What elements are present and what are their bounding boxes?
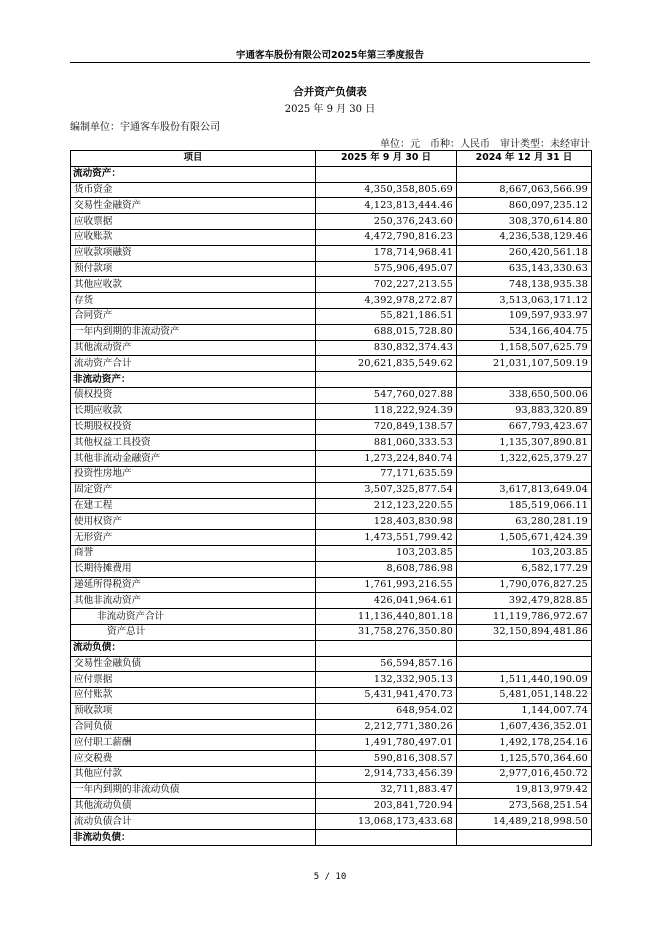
table-row xyxy=(71,703,592,719)
table-row xyxy=(71,277,592,293)
table-row xyxy=(71,561,592,577)
row-label: 长期应收款 xyxy=(71,403,316,419)
table-row xyxy=(71,719,592,735)
row-label: 应付账款 xyxy=(71,688,316,704)
table-row xyxy=(71,482,592,498)
value-prior: 103,203.85 xyxy=(457,545,592,561)
row-label: 应付票据 xyxy=(71,672,316,688)
value-prior xyxy=(457,466,592,482)
value-current: 575,906,495.07 xyxy=(316,261,457,277)
table-row xyxy=(71,403,592,419)
value-prior: 63,280,281.19 xyxy=(457,514,592,530)
value-current: 830,832,374.43 xyxy=(316,340,457,356)
preparing-entity: 编制单位：宇通客车股份有限公司 xyxy=(70,122,220,133)
value-prior xyxy=(457,830,592,846)
value-current: 77,171,635.59 xyxy=(316,466,457,482)
table-row xyxy=(71,182,592,198)
row-label: 流动负债合计 xyxy=(71,814,316,830)
table-row xyxy=(71,340,592,356)
value-prior: 109,597,933.97 xyxy=(457,308,592,324)
value-prior: 185,519,066.11 xyxy=(457,498,592,514)
value-prior xyxy=(457,166,592,182)
value-current: 250,376,243.60 xyxy=(316,214,457,230)
row-label: 其他应收款 xyxy=(71,277,316,293)
row-label: 预付款项 xyxy=(71,261,316,277)
value-current: 3,507,325,877.54 xyxy=(316,482,457,498)
table-row xyxy=(71,514,592,530)
row-label: 一年内到期的非流动负债 xyxy=(71,782,316,798)
value-prior: 260,420,561.18 xyxy=(457,245,592,261)
row-label: 投资性房地产 xyxy=(71,466,316,482)
value-current: 132,332,905.13 xyxy=(316,672,457,688)
table-row xyxy=(71,672,592,688)
value-current: 2,914,733,456.39 xyxy=(316,767,457,783)
row-label: 资产总计 xyxy=(71,624,316,640)
statement-date: 2025 年 9 月 30 日 xyxy=(284,104,376,115)
value-current: 8,608,786.98 xyxy=(316,561,457,577)
row-label: 债权投资 xyxy=(71,387,316,403)
table-row xyxy=(71,814,592,830)
currency-label: 币种：人民币 xyxy=(430,139,490,150)
table-row xyxy=(71,656,592,672)
value-current xyxy=(316,640,457,656)
table-row xyxy=(71,356,592,372)
value-prior xyxy=(457,372,592,388)
value-current: 128,403,830.98 xyxy=(316,514,457,530)
row-label: 应交税费 xyxy=(71,751,316,767)
value-current: 13,068,173,433.68 xyxy=(316,814,457,830)
value-current xyxy=(316,372,457,388)
table-row xyxy=(71,435,592,451)
value-current: 103,203.85 xyxy=(316,545,457,561)
value-current: 11,136,440,801.18 xyxy=(316,609,457,625)
table-row xyxy=(71,624,592,640)
value-prior: 338,650,500.06 xyxy=(457,387,592,403)
row-label: 其他流动负债 xyxy=(71,798,316,814)
row-label: 其他非流动资产 xyxy=(71,593,316,609)
table-row xyxy=(71,609,592,625)
table-row xyxy=(71,261,592,277)
table-row xyxy=(71,387,592,403)
value-current: 203,841,720.94 xyxy=(316,798,457,814)
page-header: 宇通客车股份有限公司2025年第三季度报告 xyxy=(236,50,424,61)
value-prior: 1,790,076,827.25 xyxy=(457,577,592,593)
row-label: 流动资产： xyxy=(71,166,316,182)
unit-label: 单位：元 xyxy=(380,139,420,150)
value-prior: 21,031,107,509.19 xyxy=(457,356,592,372)
header-divider xyxy=(70,62,590,63)
table-row xyxy=(71,324,592,340)
table-row xyxy=(71,451,592,467)
table-row xyxy=(71,545,592,561)
table-row xyxy=(71,229,592,245)
row-label: 其他非流动金融资产 xyxy=(71,451,316,467)
table-row xyxy=(71,751,592,767)
row-label: 使用权资产 xyxy=(71,514,316,530)
row-label: 交易性金融负债 xyxy=(71,656,316,672)
value-current: 881,060,333.53 xyxy=(316,435,457,451)
value-current: 56,594,857.16 xyxy=(316,656,457,672)
value-current: 702,227,213.55 xyxy=(316,277,457,293)
value-current xyxy=(316,830,457,846)
table-row xyxy=(71,198,592,214)
value-current: 1,761,993,216.55 xyxy=(316,577,457,593)
table-row xyxy=(71,767,592,783)
row-label: 固定资产 xyxy=(71,482,316,498)
row-label: 商誉 xyxy=(71,545,316,561)
value-prior: 4,236,538,129.46 xyxy=(457,229,592,245)
value-current: 1,473,551,799.42 xyxy=(316,530,457,546)
units-line xyxy=(370,135,590,150)
value-prior: 93,883,320.89 xyxy=(457,403,592,419)
value-current: 4,350,358,805.69 xyxy=(316,182,457,198)
value-prior: 1,158,507,625.79 xyxy=(457,340,592,356)
row-label: 流动资产合计 xyxy=(71,356,316,372)
column-header-current: 2025 年 9 月 30 日 xyxy=(316,151,457,167)
value-current: 426,041,964.61 xyxy=(316,593,457,609)
value-current: 55,821,186.51 xyxy=(316,308,457,324)
table-row xyxy=(71,419,592,435)
value-current: 31,758,276,350.80 xyxy=(316,624,457,640)
table-row xyxy=(71,214,592,230)
value-prior: 748,138,935.38 xyxy=(457,277,592,293)
value-current xyxy=(316,166,457,182)
row-label: 递延所得税资产 xyxy=(71,577,316,593)
section-header-row xyxy=(71,372,592,388)
value-current: 20,621,835,549.62 xyxy=(316,356,457,372)
row-label: 应收票据 xyxy=(71,214,316,230)
row-label: 无形资产 xyxy=(71,530,316,546)
value-prior: 1,322,625,379.27 xyxy=(457,451,592,467)
table-row xyxy=(71,798,592,814)
row-label: 在建工程 xyxy=(71,498,316,514)
value-current: 720,849,138.57 xyxy=(316,419,457,435)
value-prior: 1,492,178,254.16 xyxy=(457,735,592,751)
value-current: 118,222,924.39 xyxy=(316,403,457,419)
audit-type-label: 审计类型：未经审计 xyxy=(500,139,590,150)
value-prior: 8,667,063,566.99 xyxy=(457,182,592,198)
column-header-item: 项目 xyxy=(71,151,316,167)
value-current: 4,392,978,272.87 xyxy=(316,293,457,309)
row-label: 合同负债 xyxy=(71,719,316,735)
value-current: 2,212,771,380.26 xyxy=(316,719,457,735)
value-prior: 2,977,016,450.72 xyxy=(457,767,592,783)
row-label: 一年内到期的非流动资产 xyxy=(71,324,316,340)
page-number: 5 / 10 xyxy=(313,872,347,882)
value-prior: 1,125,570,364.60 xyxy=(457,751,592,767)
value-prior: 392,479,828.85 xyxy=(457,593,592,609)
row-label: 交易性金融资产 xyxy=(71,198,316,214)
row-label: 其他权益工具投资 xyxy=(71,435,316,451)
value-current: 5,431,941,470.73 xyxy=(316,688,457,704)
row-label: 应付职工薪酬 xyxy=(71,735,316,751)
value-prior: 14,489,218,998.50 xyxy=(457,814,592,830)
value-current: 1,491,780,497.01 xyxy=(316,735,457,751)
value-prior xyxy=(457,656,592,672)
value-prior: 3,513,063,171.12 xyxy=(457,293,592,309)
value-current: 547,760,027.88 xyxy=(316,387,457,403)
value-current: 590,816,308.57 xyxy=(316,751,457,767)
value-prior: 1,511,440,190.09 xyxy=(457,672,592,688)
value-prior: 32,150,894,481.86 xyxy=(457,624,592,640)
section-header-row xyxy=(71,166,592,182)
column-header-prior: 2024 年 12 月 31 日 xyxy=(457,151,592,167)
statement-title: 合并资产负债表 xyxy=(293,86,367,98)
row-label: 非流动资产： xyxy=(71,372,316,388)
value-prior: 860,097,235.12 xyxy=(457,198,592,214)
value-prior: 1,135,307,890.81 xyxy=(457,435,592,451)
table-row xyxy=(71,782,592,798)
value-current: 212,123,220.55 xyxy=(316,498,457,514)
value-current: 1,273,224,840.74 xyxy=(316,451,457,467)
row-label: 应收账款 xyxy=(71,229,316,245)
table-row xyxy=(71,530,592,546)
value-current: 4,123,813,444.46 xyxy=(316,198,457,214)
section-header-row xyxy=(71,640,592,656)
value-prior: 1,607,436,352.01 xyxy=(457,719,592,735)
value-prior: 5,481,051,148.22 xyxy=(457,688,592,704)
table-row xyxy=(71,245,592,261)
value-current: 32,711,883.47 xyxy=(316,782,457,798)
value-prior: 273,568,251.54 xyxy=(457,798,592,814)
value-prior: 11,119,786,972.67 xyxy=(457,609,592,625)
value-prior: 635,143,330.63 xyxy=(457,261,592,277)
row-label: 流动负债： xyxy=(71,640,316,656)
value-prior: 308,370,614.80 xyxy=(457,214,592,230)
balance-sheet-table xyxy=(70,150,592,846)
row-label: 存货 xyxy=(71,293,316,309)
row-label: 长期待摊费用 xyxy=(71,561,316,577)
row-label: 货币资金 xyxy=(71,182,316,198)
value-prior xyxy=(457,640,592,656)
row-label: 非流动负债： xyxy=(71,830,316,846)
table-header-row xyxy=(71,151,592,167)
value-current: 178,714,968.41 xyxy=(316,245,457,261)
table-row xyxy=(71,308,592,324)
row-label: 应收款项融资 xyxy=(71,245,316,261)
value-prior: 1,505,671,424.39 xyxy=(457,530,592,546)
value-prior: 3,617,813,649.04 xyxy=(457,482,592,498)
table-row xyxy=(71,293,592,309)
row-label: 预收款项 xyxy=(71,703,316,719)
row-label: 合同资产 xyxy=(71,308,316,324)
value-current: 688,015,728.80 xyxy=(316,324,457,340)
row-label: 非流动资产合计 xyxy=(71,609,316,625)
table-row xyxy=(71,577,592,593)
value-prior: 19,813,979.42 xyxy=(457,782,592,798)
table-row xyxy=(71,466,592,482)
table-row xyxy=(71,688,592,704)
value-prior: 1,144,007.74 xyxy=(457,703,592,719)
row-label: 其他流动资产 xyxy=(71,340,316,356)
table-row xyxy=(71,735,592,751)
row-label: 其他应付款 xyxy=(71,767,316,783)
value-prior: 534,166,404.75 xyxy=(457,324,592,340)
table-row xyxy=(71,593,592,609)
row-label: 长期股权投资 xyxy=(71,419,316,435)
value-prior: 6,582,177.29 xyxy=(457,561,592,577)
value-current: 648,954.02 xyxy=(316,703,457,719)
value-prior: 667,793,423.67 xyxy=(457,419,592,435)
section-header-row xyxy=(71,830,592,846)
value-current: 4,472,790,816.23 xyxy=(316,229,457,245)
table-row xyxy=(71,498,592,514)
